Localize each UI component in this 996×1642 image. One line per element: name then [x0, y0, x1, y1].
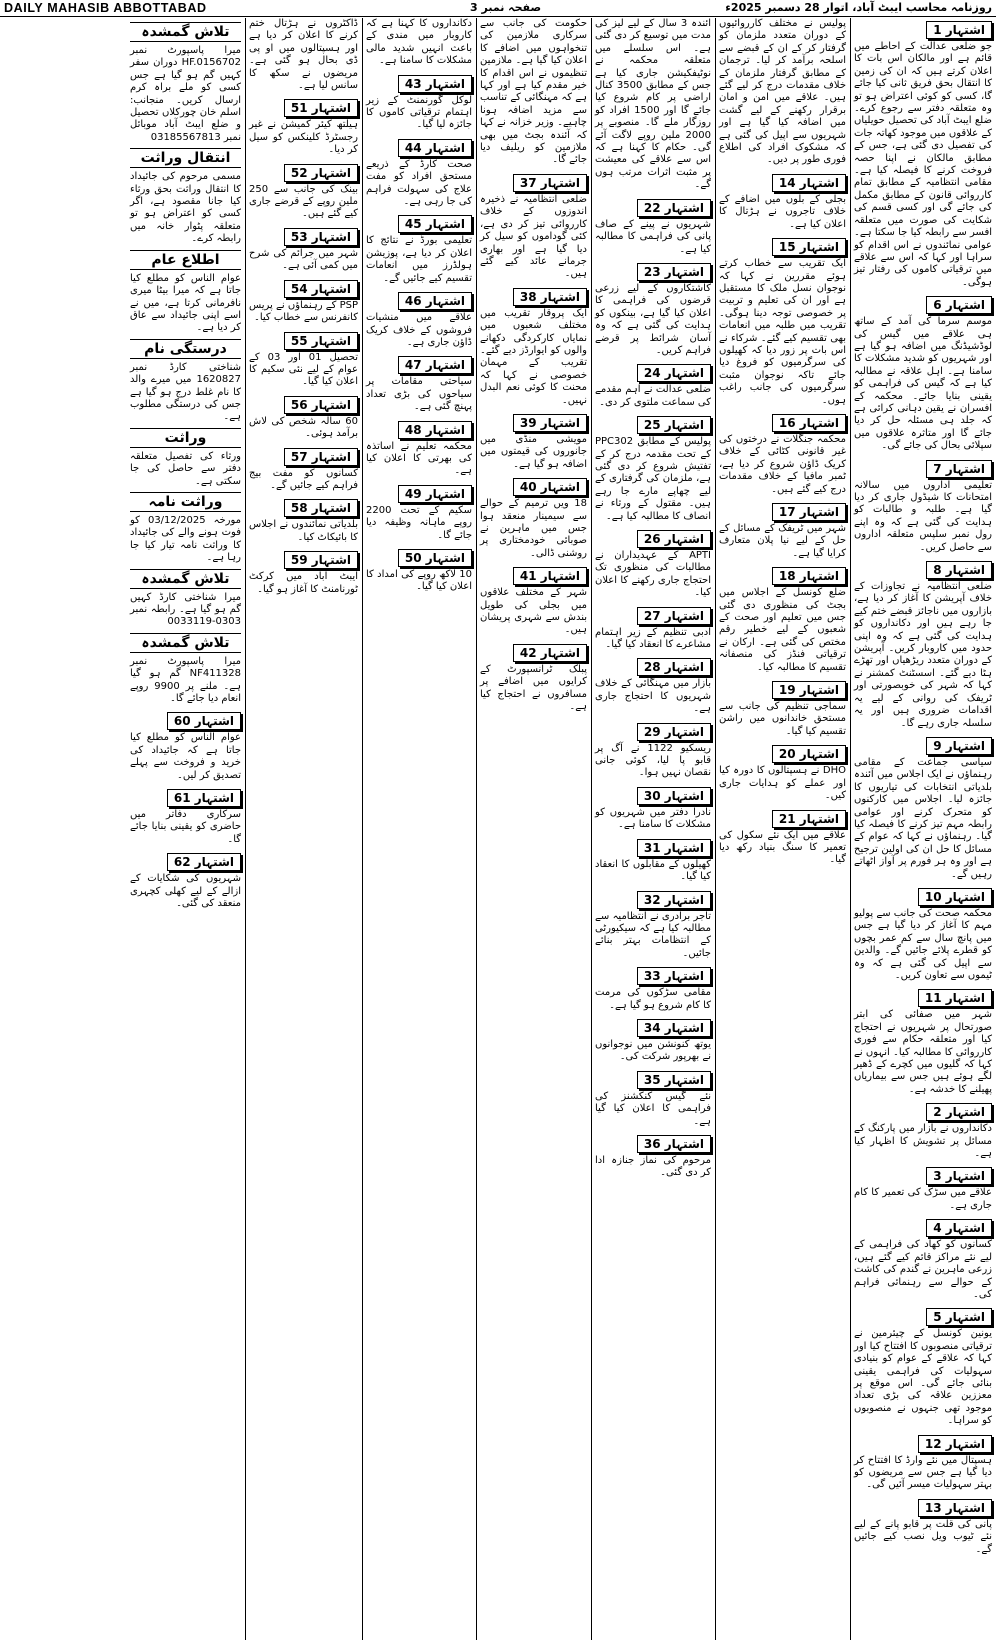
item-body-text: تعلیمی بورڈ نے نتائج کا اعلان کر دیا ہے، پوزیشن ہولڈرز میں انعامات تقسیم کیے جائیں گے۔	[366, 235, 472, 284]
news-item	[593, 18, 713, 192]
item-number-badge: اشتہار 12	[918, 1435, 992, 1453]
item-body-text: سیاحتی مقامات پر سیاحوں کی بڑی تعداد پہنچ گئی ہے۔	[366, 376, 472, 413]
item-body-text: تعلیمی اداروں میں سالانہ امتحانات کا شیڈول جاری کر دیا گیا ہے۔ طلبہ و طالبات کو ہدایت کی گئی ہے کہ وہ اپنے رول نمبر سلپس متعلقہ اداروں سے حاصل کریں۔	[854, 479, 992, 553]
column-rule	[476, 18, 477, 1640]
news-item	[247, 18, 360, 92]
item-number-badge: اشتہار 5	[926, 1308, 992, 1326]
item-number-badge: اشتہار 25	[637, 416, 711, 434]
item-number-badge: اشتہار 62	[167, 853, 241, 871]
news-item	[478, 475, 589, 560]
item-number-badge: اشتہار 36	[637, 1135, 711, 1153]
item-number-badge: اشتہار 58	[284, 499, 358, 517]
item-number-badge: اشتہار 56	[284, 396, 358, 414]
news-item	[364, 136, 474, 209]
news-item	[128, 250, 243, 335]
item-number-badge: اشتہار 28	[637, 658, 711, 676]
news-item	[247, 161, 360, 221]
item-body-text: ایبٹ آباد میں کرکٹ ٹورنامنٹ کا آغاز ہو گیا۔	[249, 571, 358, 595]
dateline: روزنامہ محاسب ایبٹ آباد، اتوار 28 دسمبر 2025ء	[725, 1, 992, 14]
item-body-text: ایک تقریب سے خطاب کرتے ہوئے مقررین نے کہا کہ نوجوان نسل ملک کا مستقبل ہے اور ان کی تعلیم و تربیت پر خصوصی توجہ دینا ہوگی۔ تقریب میں طلبہ میں انعامات بھی تقسیم کیے گئے۔ شرکاء نے اس بات پر زور دیا کہ کھیلوں کی سرگرمیوں کو فروغ دیا جائے تاکہ نوجوان مثبت سرگرمیوں کی جانب راغب ہوں۔	[719, 258, 846, 406]
item-body-text: کھیلوں کے مقابلوں کا انعقاد کیا گیا۔	[595, 858, 711, 883]
item-number-badge: اشتہار 53	[284, 228, 358, 246]
news-item	[128, 148, 243, 245]
item-number-badge: اشتہار 18	[772, 567, 846, 585]
news-item	[717, 564, 848, 674]
item-number-badge: اشتہار 1	[926, 21, 992, 39]
item-body-text: دکانداروں نے بازار میں پارکنگ کے مسائل پر تشویش کا اظہار کیا ہے۔	[854, 1123, 992, 1160]
news-item	[247, 496, 360, 544]
column-rule	[715, 18, 716, 1640]
item-body-text: کسانوں کو مفت بیج فراہم کیے جائیں گے۔	[249, 467, 358, 491]
item-number-badge: اشتہار 54	[284, 280, 358, 298]
item-body-text: پولیس نے مختلف کارروائیوں کے دوران متعدد ملزمان کو گرفتار کر کے ان کے قبضے سے اسلحہ برآمد کر لیا۔ ترجمان کے مطابق گرفتار ملزمان کے خلاف مقدمات درج کر لیے گئے ہیں۔ علاقے میں امن و امان برقرار رکھنے کے لیے گشت میں اضافہ کیا گیا ہے اور شہریوں سے اپیل کی گئی ہے کہ مشکوک افراد کی اطلاع فوری طور پر دیں۔	[719, 18, 846, 166]
news-item	[247, 277, 360, 325]
news-item	[364, 482, 474, 542]
item-number-badge: اشتہار 14	[772, 174, 846, 192]
item-body-text: مسمی مرحوم کی جائیداد کا انتقال وراثت بحق ورثاء کیا جانا مقصود ہے، اگر کسی کو اعتراض ہو تو متعلقہ پٹوار خانہ میں رابطہ کرے۔	[130, 171, 241, 245]
item-body-text: پولیس کے مطابق PPC302 کے تحت مقدمہ درج کر کے تفتیش شروع کر دی گئی ہے، ملزمان کی گرفتاری کے لیے چھاپے مارے جا رہے ہیں۔ مقتول کے ورثاء نے انصاف کا مطالبہ کیا ہے۔	[595, 436, 711, 522]
news-column	[247, 18, 360, 1640]
news-item	[593, 964, 713, 1012]
item-number-badge: اشتہار 15	[772, 238, 846, 256]
item-body-text: شناختی کارڈ نمبر 1620827 میں میرے والد کا نام غلط درج ہو گیا ہے جس کی درستگی مطلوب ہے۔	[130, 361, 241, 423]
news-item	[852, 18, 994, 289]
notice-heading: اطلاع عام	[130, 250, 241, 270]
news-item	[852, 734, 994, 881]
item-number-badge: اشتہار 8	[926, 561, 992, 579]
item-body-text: ضلع کونسل کے اجلاس میں بجٹ کی منظوری دی گئی جس میں تعلیم اور صحت کے شعبوں کے لیے خطیر رقم مختص کی گئی ہے۔ ارکان نے ترقیاتی فنڈز کی منصفانہ تقسیم کا مطالبہ کیا۔	[719, 587, 846, 673]
news-item	[478, 18, 589, 167]
item-body-text: مقامی سڑکوں کی مرمت کا کام شروع ہو گیا ہے۔	[595, 987, 711, 1011]
item-number-badge: اشتہار 43	[398, 75, 472, 93]
news-item	[717, 235, 848, 407]
item-number-badge: اشتہار 47	[398, 356, 472, 374]
news-column	[364, 18, 474, 1640]
item-body-text: 18 ویں ترمیم کے حوالے سے سیمینار منعقد ہوا جس میں ماہرین نے صوبائی خودمختاری پر روشنی ڈالی۔	[480, 498, 587, 559]
item-number-badge: اشتہار 9	[926, 737, 992, 755]
item-body-text: کاشتکاروں کے لیے زرعی قرضوں کی فراہمی کا اعلان کیا گیا ہے، بینکوں کو ہدایت کی گئی ہے کہ وہ آسان شرائط پر قرضے فراہم کریں۔	[595, 282, 711, 356]
item-number-badge: اشتہار 29	[637, 723, 711, 741]
news-item	[247, 548, 360, 596]
item-body-text: شہر کے مختلف علاقوں میں بجلی کی طویل بندش سے شہری پریشان ہیں۔	[480, 587, 587, 636]
news-item	[852, 885, 994, 982]
item-body-text: ہیلتھ کیئر کمیشن نے غیر رجسٹرڈ کلینکس کو سیل کر دیا۔	[249, 119, 358, 156]
item-number-badge: اشتہار 55	[284, 332, 358, 350]
news-item	[247, 393, 360, 441]
item-number-badge: اشتہار 48	[398, 421, 472, 439]
item-body-text: سکیم کے تحت 2200 روپے ماہانہ وظیفہ دیا جائے گا۔	[366, 504, 472, 541]
item-body-text: ضلعی انتظامیہ نے تجاوزات کے خلاف آپریشن کا آغاز کر دیا ہے، بازاروں میں ناجائز قبضے ختم کیے جا رہے ہیں اور دکانداروں کو ہدایت کی گئی ہے کہ وہ اپنی حدود میں کاروبار کریں۔ آپریشن کے دوران متعدد ریڑھیاں اور تھڑے ہٹا دیے گئے۔ اسسٹنٹ کمشنر نے کہا کہ شہر کی خوبصورتی اور ٹریفک کی روانی کے لیے یہ اقدامات ضروری ہیں اور یہ سلسلہ جاری رہے گا۔	[854, 581, 992, 729]
item-number-badge: اشتہار 24	[637, 364, 711, 382]
item-body-text: ضلعی انتظامیہ نے ذخیرہ اندوزوں کے خلاف کارروائی تیز کر دی ہے، کئی گوداموں کو سیل کر دیا گیا ہے اور بھاری جرمانے عائد کیے گئے ہیں۔	[480, 193, 587, 280]
item-number-badge: اشتہار 7	[926, 460, 992, 478]
item-body-text: سیاسی جماعت کے مقامی رہنماؤں نے ایک اجلاس میں آئندہ بلدیاتی انتخابات کی تیاریوں کا جائزہ لیا۔ اجلاس میں کارکنوں کو متحرک کرنے اور عوامی رابطہ مہم تیز کرنے کا فیصلہ کیا گیا۔ رہنماؤں نے کہا کہ عوام کے مسائل کا حل ان کی اولین ترجیح ہے اور وہ ہر فورم پر آواز اٹھاتے رہیں گے۔	[854, 756, 992, 880]
item-number-badge: اشتہار 10	[918, 888, 992, 906]
news-item	[364, 18, 474, 68]
news-item	[128, 428, 243, 488]
item-number-badge: اشتہار 26	[637, 530, 711, 548]
item-body-text: ریسکیو 1122 نے آگ پر قابو پا لیا، کوئی جانی نقصان نہیں ہوا۔	[595, 742, 711, 779]
news-item	[593, 655, 713, 715]
item-body-text: بینک کی جانب سے 250 ملین روپے کے قرضے جاری کیے گئے ہیں۔	[249, 183, 358, 220]
item-number-badge: اشتہار 17	[772, 503, 846, 521]
item-body-text: میرا پاسپورٹ نمبر HF.0156702 دوران سفر کہیں گم ہو گیا ہے جس کسی کو ملے براہ کرم ارسال کریں۔ منجانب: اسلم خان چورکلاں تحصیل و ضلع ایبٹ آباد موبائل نمبر 03185567813	[130, 45, 241, 143]
item-body-text: تاجر برادری نے انتظامیہ سے مطالبہ کیا ہے کہ سیکیورٹی کے انتظامات بہتر بنائے جائیں۔	[595, 910, 711, 959]
item-body-text: بازار میں مہنگائی کے خلاف شہریوں کا احتجاج جاری ہے۔	[595, 678, 711, 715]
item-body-text: پانی کی قلت پر قابو پانے کے لیے نئے ٹیوب ویل نصب کیے جائیں گے۔	[854, 1518, 992, 1555]
news-item	[593, 196, 713, 256]
item-body-text: بلدیاتی نمائندوں نے اجلاس کا بائیکاٹ کیا۔	[249, 519, 358, 543]
news-item	[593, 836, 713, 884]
item-body-text: مورخہ 03/12/2025 کو فوت ہونے والے کی جائیداد کا وراثت نامہ تیار کیا جا رہا ہے۔	[130, 514, 242, 564]
column-rule	[362, 18, 363, 1640]
news-item	[717, 500, 848, 560]
item-body-text: 10 لاکھ روپے کی امداد کا اعلان کیا گیا۔	[366, 568, 472, 593]
news-item	[852, 558, 994, 730]
news-item	[717, 678, 848, 738]
item-body-text: سرکاری دفاتر میں حاضری کو یقینی بنایا جائے گا۔	[130, 809, 241, 845]
item-body-text: یوتھ کنونشن میں نوجوانوں نے بھرپور شرکت کی۔	[595, 1038, 711, 1063]
item-body-text: عوام الناس کو مطلع کیا جاتا ہے کہ میرا بیٹا میری نافرمانی کرتا ہے، میں نے اسے اپنی جائیداد سے عاق کر دیا ہے۔	[130, 272, 241, 334]
item-body-text: ضلعی عدالت نے اہم مقدمے کی سماعت ملتوی کر دی۔	[595, 384, 711, 408]
item-body-text: صحت کارڈ کے ذریعے مستحق افراد کو مفت علاج کی سہولت فراہم کی جا رہی ہے۔	[366, 158, 472, 208]
item-body-text: مرحوم کی نماز جنازہ ادا کر دی گئی۔	[595, 1154, 711, 1179]
page-header	[0, 0, 996, 17]
news-item	[717, 742, 848, 802]
column-rule	[591, 18, 592, 1640]
news-item	[247, 445, 360, 493]
column-rule	[245, 18, 246, 1640]
item-number-badge: اشتہار 20	[772, 745, 846, 763]
news-column	[478, 18, 589, 1640]
item-body-text: ہسپتال میں نئے وارڈ کا افتتاح کر دیا گیا ہے جس سے مریضوں کو بہتر سہولیات میسر آئیں گی۔	[854, 1454, 992, 1491]
item-number-badge: اشتہار 44	[398, 139, 472, 157]
item-body-text: شہر میں ٹریفک کے مسائل کے حل کے لیے نیا پلان متعارف کرایا گیا ہے۔	[719, 523, 846, 559]
news-column	[128, 18, 243, 1640]
item-number-badge: اشتہار 30	[637, 787, 711, 805]
news-item	[247, 225, 360, 273]
item-body-text: PSP کے رہنماؤں نے پریس کانفرنس سے خطاب کیا۔	[249, 299, 358, 324]
notice-heading: تلاش گمشدہ	[130, 569, 241, 589]
news-item	[364, 353, 474, 413]
news-item	[364, 289, 474, 349]
news-item	[128, 22, 243, 144]
notice-heading: وراثت	[130, 428, 241, 448]
item-number-badge: اشتہار 16	[772, 414, 846, 432]
item-number-badge: اشتہار 11	[918, 989, 992, 1007]
item-body-text: شہر میں جرائم کی شرح میں کمی آئی ہے۔	[249, 247, 358, 272]
item-body-text: محکمہ صحت کی جانب سے پولیو مہم کا آغاز کر دیا گیا ہے جس میں پانچ سال سے کم عمر بچوں کو قطرے پلائے جائیں گے۔ والدین سے اپیل کی گئی ہے کہ وہ ٹیموں سے تعاون کریں۔	[854, 907, 992, 981]
item-number-badge: اشتہار 32	[637, 891, 711, 909]
item-number-badge: اشتہار 39	[513, 414, 587, 432]
masthead: DAILY MAHASIB ABBOTTABAD	[4, 1, 207, 15]
item-number-badge: اشتہار 40	[513, 478, 587, 496]
item-number-badge: اشتہار 41	[513, 567, 587, 585]
item-number-badge: اشتہار 6	[926, 296, 992, 314]
page-number: صفحہ نمبر 3	[470, 1, 542, 14]
item-number-badge: اشتہار 45	[398, 215, 472, 233]
item-body-text: نئے گیس کنکشنز کی فراہمی کا اعلان کیا گیا ہے۔	[595, 1090, 711, 1127]
item-number-badge: اشتہار 50	[398, 549, 472, 567]
news-item	[128, 633, 243, 706]
item-body-text: شہریوں نے پینے کے صاف پانی کی فراہمی کا مطالبہ کیا ہے۔	[595, 218, 711, 255]
item-number-badge: اشتہار 27	[637, 607, 711, 625]
news-item	[852, 1496, 994, 1556]
news-item	[593, 888, 713, 961]
item-number-badge: اشتہار 13	[918, 1499, 992, 1517]
item-number-badge: اشتہار 31	[637, 839, 711, 857]
item-body-text: کسانوں کو کھاد کی فراہمی کے لیے نئے مراکز قائم کیے گئے ہیں، زرعی ماہرین نے گندم کی کاشت کے حوالے سے رہنمائی فراہم کی۔	[854, 1239, 992, 1300]
news-item	[852, 293, 994, 452]
notice-heading: انتقال وراثت	[130, 148, 241, 168]
news-item	[593, 720, 713, 780]
news-item	[478, 641, 589, 714]
news-item	[717, 171, 848, 231]
item-body-text: لوکل گورنمنٹ کے زیر اہتمام ترقیاتی کاموں کا جائزہ لیا گیا۔	[366, 94, 472, 131]
news-item	[852, 1100, 994, 1160]
item-body-text: ایک پروقار تقریب میں مختلف شعبوں میں نمایاں کارکردگی دکھانے والوں کو ایوارڈز دیے گئے۔ تقریب کے مہمان خصوصی نے کہا کہ محنت کا کوئی نعم البدل نہیں۔	[480, 307, 587, 406]
item-number-badge: اشتہار 4	[926, 1219, 992, 1237]
item-number-badge: اشتہار 60	[167, 712, 241, 730]
item-number-badge: اشتہار 51	[284, 99, 358, 117]
item-number-badge: اشتہار 19	[772, 681, 846, 699]
news-item	[717, 18, 848, 167]
item-number-badge: اشتہار 59	[284, 551, 358, 569]
news-item	[593, 604, 713, 652]
item-body-text: تحصیل 01 اور 03 کے عوام کے لیے نئی سکیم کا اعلان کیا گیا۔	[249, 351, 358, 388]
item-number-badge: اشتہار 33	[637, 967, 711, 985]
item-body-text: ادبی تنظیم کے زیر اہتمام مشاعرے کا انعقاد کیا گیا۔	[595, 626, 711, 651]
item-body-text: محکمہ جنگلات نے درختوں کی غیر قانونی کٹائی کے خلاف کریک ڈاؤن شروع کر دیا ہے، ٹمبر مافیا کے خلاف مقدمات درج کیے گئے ہیں۔	[719, 433, 846, 495]
news-item	[852, 1432, 994, 1492]
item-number-badge: اشتہار 23	[637, 263, 711, 281]
news-item	[717, 411, 848, 496]
item-body-text: عوام الناس کو مطلع کیا جاتا ہے کہ جائیداد کی خرید و فروخت سے پہلے تصدیق کر لیں۔	[130, 732, 241, 781]
news-column	[593, 18, 713, 1640]
news-item	[128, 709, 243, 782]
notice-heading: درستگی نام	[130, 339, 241, 359]
news-item	[593, 1068, 713, 1128]
item-number-badge: اشتہار 42	[513, 644, 587, 662]
item-body-text: شہر میں صفائی کی ابتر صورتحال پر شہریوں نے احتجاج کیا اور متعلقہ حکام سے فوری کارروائی کا مطالبہ کیا۔ انہوں نے کہا کہ گلیوں میں کچرے کے ڈھیر لگے ہوئے ہیں جس سے بیماریاں پھیلنے کا خدشہ ہے۔	[854, 1009, 992, 1095]
item-body-text: دکانداروں کا کہنا ہے کہ کاروبار میں مندی کے باعث انہیں شدید مالی مشکلات کا سامنا ہے۔	[366, 18, 472, 67]
item-body-text: علاقے میں سڑک کی تعمیر کا کام جاری ہے۔	[854, 1187, 992, 1211]
item-body-text: میرا شناختی کارڈ کہیں گم ہو گیا ہے۔ رابطہ نمبر 0303-0033119	[130, 591, 241, 628]
notice-heading: وراثت نامہ	[130, 492, 241, 512]
news-item	[593, 784, 713, 832]
item-body-text: میرا پاسپورٹ نمبر NF411328 گم ہو گیا ہے۔ ملنے پر 9900 روپے انعام دیا جائے گا۔	[130, 655, 241, 705]
column-rule	[850, 18, 851, 1640]
item-number-badge: اشتہار 37	[513, 174, 587, 192]
news-item	[478, 171, 589, 281]
item-number-badge: اشتہار 57	[284, 448, 358, 466]
news-item	[852, 1216, 994, 1301]
notice-heading: تلاش گمشدہ	[130, 633, 241, 653]
item-body-text: پبلک ٹرانسپورٹ کے کرایوں میں اضافے پر مسافروں نے احتجاج کیا ہے۔	[480, 663, 587, 713]
news-item	[593, 413, 713, 523]
news-item	[852, 986, 994, 1096]
item-body-text: APTI کے عہدیداران نے مطالبات کی منظوری تک احتجاج جاری رکھنے کا اعلان کیا۔	[595, 550, 711, 599]
news-item	[593, 260, 713, 357]
item-number-badge: اشتہار 21	[772, 810, 846, 828]
item-body-text: جو ضلعی عدالت کے احاطے میں قائم ہے اور مالکان اس بات کا اعلان کرتے ہیں کہ ان کی زمین کا انتقال بحق فریق ثانی کیا جائے گا، کسی کو کوئی اعتراض ہو تو وہ متعلقہ دفتر سے رجوع کرے۔ ضلع ایبٹ آباد کی تحصیل حویلیاں کے علاقوں میں موجود کھاتہ جات کی تفصیل دی گئی ہے، جس کے مطابق مالکان نے اپنا حصہ فروخت کرنے کا فیصلہ کیا ہے۔ مقامی انتظامیہ کے مطابق تمام کارروائی قانون کے مطابق مکمل کی جائے گی اور کسی قسم کی شکایت کی صورت میں متعلقہ افسر سے رابطہ کیا جا سکتا ہے۔ عوامی نمائندوں نے اس اقدام کو سراہا اور کہا کہ اس سے علاقے میں ترقیاتی کاموں کی رفتار تیز ہوگی۔	[854, 41, 992, 288]
item-body-text: شہریوں کی شکایات کے ازالے کے لیے کھلی کچہری منعقد کی گئی۔	[130, 873, 241, 910]
item-body-text: آئندہ 3 سال کے لیے لیز کی مدت میں توسیع کر دی گئی ہے۔ اس سلسلے میں متعلقہ محکمہ نے نوٹیفکیشن جاری کیا ہے جس کے مطابق 3500 کنال اراضی پر کام شروع کیا جائے گا اور 1500 افراد کو روزگار ملے گا۔ منصوبے پر 2000 ملین روپے لاگت آئے گی۔ حکام کا کہنا ہے کہ اس سے علاقے کی معیشت پر مثبت اثرات مرتب ہوں گے۔	[595, 18, 712, 191]
news-item	[364, 212, 474, 285]
item-number-badge: اشتہار 3	[926, 1167, 992, 1185]
news-item	[852, 457, 994, 554]
item-body-text: ڈاکٹروں نے ہڑتال ختم کرنے کا اعلان کر دیا ہے اور ہسپتالوں میں او پی ڈی بحال ہو گئی ہے۔ مریضوں نے سکھ کا سانس لیا ہے۔	[249, 18, 358, 92]
item-number-badge: اشتہار 35	[637, 1071, 711, 1089]
item-number-badge: اشتہار 22	[637, 199, 711, 217]
news-column	[717, 18, 848, 1640]
item-body-text: سماجی تنظیم کی جانب سے مستحق خاندانوں میں راشن تقسیم کیا گیا۔	[719, 701, 846, 737]
item-body-text: علاقے میں منشیات فروشوں کے خلاف کریک ڈاؤن جاری ہے۔	[366, 312, 472, 348]
item-body-text: 60 سالہ شخص کی لاش برآمد ہوئی۔	[249, 415, 358, 440]
item-number-badge: اشتہار 34	[637, 1019, 711, 1037]
news-item	[593, 1132, 713, 1180]
news-item	[593, 527, 713, 600]
item-body-text: موسم سرما کی آمد کے ساتھ ہی علاقے میں گیس کی لوڈشیڈنگ میں اضافہ ہو گیا ہے اور شہریوں کو شدید مشکلات کا سامنا ہے۔ اہل علاقہ نے مطالبہ کیا ہے کہ گیس کی فراہمی کو یقینی بنایا جائے۔ محکمہ کے افسران نے یقین دہانی کرائی ہے کہ جلد ہی مسئلہ حل کر دیا جائے گا اور متاثرہ علاقوں میں سپلائی بحال کی جائے گی۔	[854, 316, 992, 452]
news-item	[247, 329, 360, 389]
news-item	[364, 546, 474, 594]
news-item	[247, 96, 360, 156]
item-number-badge: اشتہار 49	[398, 485, 472, 503]
news-item	[128, 850, 243, 910]
news-item	[478, 411, 589, 471]
news-item	[128, 786, 243, 846]
news-item	[852, 1305, 994, 1427]
item-body-text: یونین کونسل کے چیئرمین نے ترقیاتی منصوبوں کا افتتاح کیا اور کہا کہ علاقے کے عوام کو بنیادی سہولیات کی فراہمی یقینی بنائی جائے گی۔ اس موقع پر معززین علاقہ کی بڑی تعداد موجود تھی جنہوں نے منصوبوں کو سراہا۔	[854, 1328, 992, 1427]
item-body-text: علاقے میں ایک نئے سکول کی تعمیر کا سنگ بنیاد رکھ دیا گیا۔	[719, 829, 846, 866]
newspaper-page	[0, 18, 996, 1640]
item-number-badge: اشتہار 52	[284, 164, 358, 182]
item-body-text: بجلی کے بلوں میں اضافے کے خلاف تاجروں نے ہڑتال کا اعلان کیا ہے۔	[719, 193, 846, 230]
news-item	[593, 361, 713, 409]
news-column	[852, 18, 994, 1640]
item-body-text: DHO نے ہسپتالوں کا دورہ کیا اور عملے کو ہدایات جاری کیں۔	[719, 765, 846, 802]
item-body-text: مویشی منڈی میں جانوروں کی قیمتوں میں اضافہ ہو گیا ہے۔	[480, 433, 587, 470]
item-body-text: محکمہ تعلیم نے اساتذہ کی بھرتی کا اعلان کیا ہے۔	[366, 440, 472, 477]
item-body-text: ورثاء کی تفصیل متعلقہ دفتر سے حاصل کی جا سکتی ہے۔	[130, 450, 241, 487]
news-item	[478, 564, 589, 637]
news-item	[364, 418, 474, 478]
news-item	[852, 1164, 994, 1212]
item-number-badge: اشتہار 2	[926, 1103, 992, 1121]
news-item	[593, 1016, 713, 1064]
news-item	[717, 807, 848, 867]
item-number-badge: اشتہار 46	[398, 292, 472, 310]
news-item	[128, 339, 243, 424]
item-body-text: حکومت کی جانب سے سرکاری ملازمین کی تنخواہوں میں اضافے کا اعلان کیا گیا ہے۔ ملازمین تنظیموں نے اس اقدام کا خیر مقدم کیا ہے اور کہا ہے کہ مہنگائی کے تناسب سے مزید اضافہ ہونا چاہیے۔ وزیر خزانہ نے کہا کہ آئندہ بجٹ میں بھی ملازمین کو ریلیف دیا جائے گا۔	[480, 18, 587, 166]
item-body-text: نادرا دفتر میں شہریوں کو مشکلات کا سامنا ہے۔	[595, 806, 711, 831]
item-number-badge: اشتہار 61	[167, 789, 241, 807]
news-item	[128, 569, 243, 629]
notice-heading: تلاش گمشدہ	[130, 22, 241, 42]
item-number-badge: اشتہار 38	[513, 288, 587, 306]
news-item	[364, 72, 474, 132]
news-item	[128, 492, 243, 565]
news-item	[478, 285, 589, 407]
